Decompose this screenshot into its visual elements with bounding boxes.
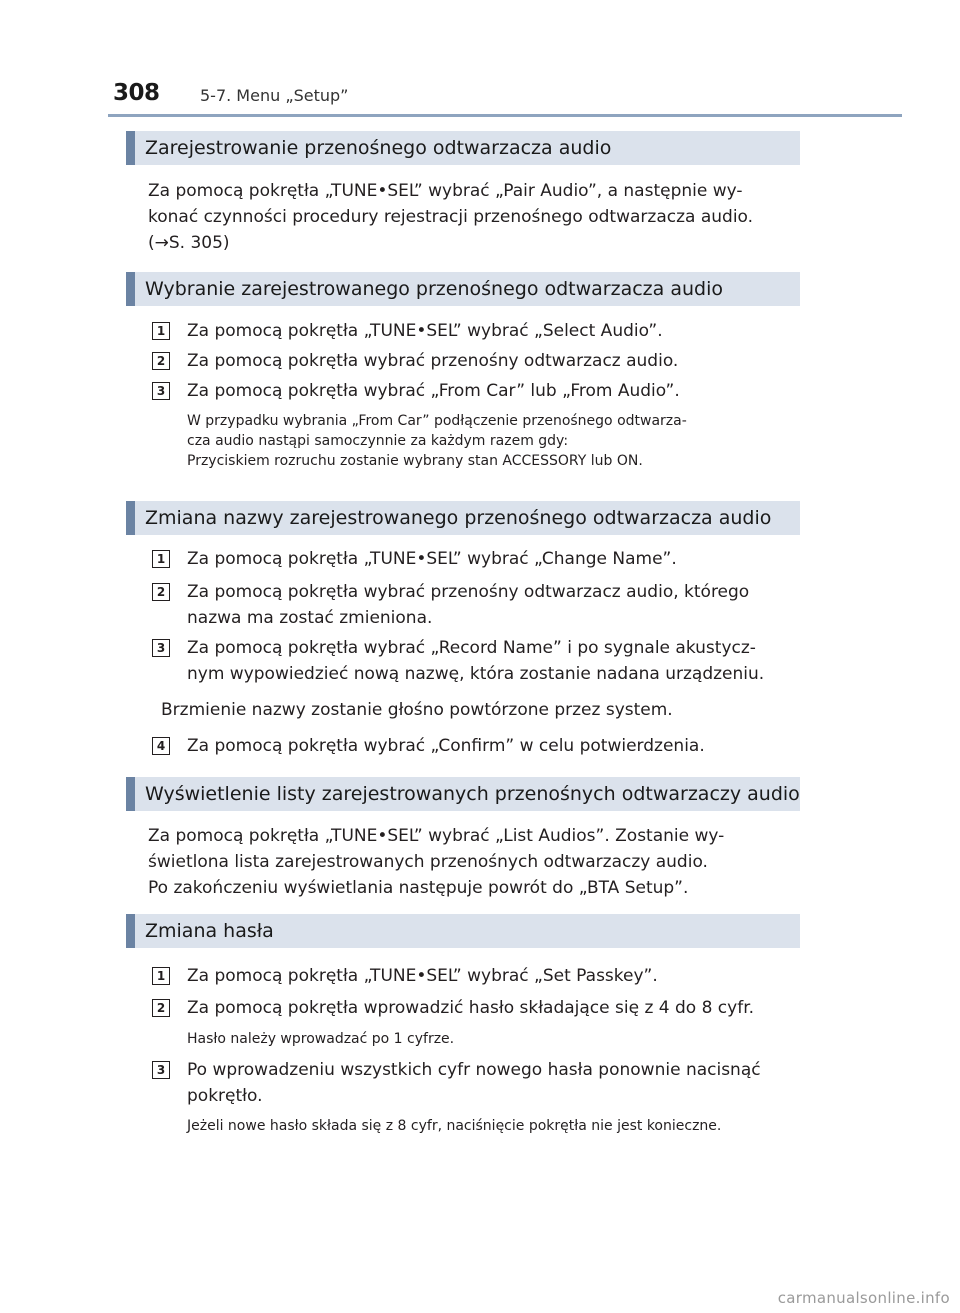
step-line: Za pomocą pokrętła wybrać „Record Name” i po sygnale akustycz- xyxy=(187,638,756,658)
step-number: 2 xyxy=(152,583,170,601)
body-line: Za pomocą pokrętła „TUNE•SEL” wybrać „List Audios”. Zostanie wy- xyxy=(148,826,725,846)
step-number: 1 xyxy=(152,322,170,340)
step-line: Za pomocą pokrętła „TUNE•SEL” wybrać „Set Passkey”. xyxy=(187,966,658,986)
step-line: Za pomocą pokrętła „TUNE•SEL” wybrać „Select Audio”. xyxy=(187,321,663,341)
section-heading-rename-audio: Zmiana nazwy zarejestrowanego przenośnego odtwarzacza audio xyxy=(126,501,800,535)
body-line: (→S. 305) xyxy=(148,233,230,253)
step-text xyxy=(187,318,800,344)
step-line: Za pomocą pokrętła wprowadzić hasło składające się z 4 do 8 cyfr. xyxy=(187,998,755,1018)
section-heading-select-audio: Wybranie zarejestrowanego przenośnego odtwarzacza audio xyxy=(126,272,800,306)
step-text xyxy=(187,733,800,759)
step-number: 3 xyxy=(152,382,170,400)
section-register-audio-body xyxy=(148,178,800,256)
step-line: Za pomocą pokrętła wybrać przenośny odtwarzacz audio. xyxy=(187,351,679,371)
step-note: Brzmienie nazwy zostanie głośno powtórzone przez system. xyxy=(161,700,673,720)
step-note xyxy=(187,1029,800,1049)
page-number: 308 xyxy=(113,80,160,106)
section-list-audios-body xyxy=(148,823,800,901)
section-heading-register-audio: Zarejestrowanie przenośnego odtwarzacza audio xyxy=(126,131,800,165)
step-text xyxy=(187,579,800,631)
body-line: Po zakończeniu wyświetlania następuje powrót do „BTA Setup”. xyxy=(148,878,689,898)
step-line: Za pomocą pokrętła wybrać „From Car” lub „From Audio”. xyxy=(187,381,680,401)
step-number: 4 xyxy=(152,737,170,755)
step-text xyxy=(187,348,800,374)
step-number: 2 xyxy=(152,352,170,370)
step-text xyxy=(187,378,800,404)
note-line: Hasło należy wprowadzać po 1 cyfrze. xyxy=(187,1031,455,1047)
step-text xyxy=(187,963,800,989)
step-line: Za pomocą pokrętła wybrać przenośny odtwarzacz audio, którego xyxy=(187,582,750,602)
step-note xyxy=(187,411,800,471)
step-text xyxy=(187,995,800,1021)
step-text xyxy=(187,635,800,687)
chapter-title: 5-7. Menu „Setup” xyxy=(200,86,349,105)
step-line: nym wypowiedzieć nową nazwę, która zostanie nadana urządzeniu. xyxy=(187,664,765,684)
step-line: Za pomocą pokrętła wybrać „Confirm” w celu potwierdzenia. xyxy=(187,736,705,756)
step-number: 3 xyxy=(152,639,170,657)
section-heading-list-audios: Wyświetlenie listy zarejestrowanych przenośnych odtwarzaczy audio xyxy=(126,777,800,811)
body-line: konać czynności procedury rejestracji przenośnego odtwarzacza audio. xyxy=(148,207,754,227)
step-number: 1 xyxy=(152,550,170,568)
note-line: Jeżeli nowe hasło składa się z 8 cyfr, naciśnięcie pokrętła nie jest konieczne. xyxy=(187,1118,722,1134)
step-line: Za pomocą pokrętła „TUNE•SEL” wybrać „Change Name”. xyxy=(187,549,677,569)
watermark: carmanualsonline.info xyxy=(777,1289,950,1307)
step-note xyxy=(187,1116,800,1136)
step-line: pokrętło. xyxy=(187,1086,263,1106)
header-rule xyxy=(108,114,902,117)
note-line: W przypadku wybrania „From Car” podłączenie przenośnego odtwarza- xyxy=(187,413,687,429)
body-line: świetlona lista zarejestrowanych przenośnych odtwarzaczy audio. xyxy=(148,852,708,872)
section-heading-change-passkey: Zmiana hasła xyxy=(126,914,800,948)
step-text xyxy=(187,1057,800,1109)
note-line: cza audio nastąpi samoczynnie za każdym razem gdy: xyxy=(187,433,569,449)
note-line: Przyciskiem rozruchu zostanie wybrany stan ACCESSORY lub ON. xyxy=(187,453,643,469)
step-line: nazwa ma zostać zmieniona. xyxy=(187,608,433,628)
step-line: Po wprowadzeniu wszystkich cyfr nowego hasła ponownie nacisnąć xyxy=(187,1060,761,1080)
step-number: 1 xyxy=(152,967,170,985)
body-line: Za pomocą pokrętła „TUNE•SEL” wybrać „Pair Audio”, a następnie wy- xyxy=(148,181,743,201)
step-number: 3 xyxy=(152,1061,170,1079)
step-number: 2 xyxy=(152,999,170,1017)
step-text xyxy=(187,546,800,572)
